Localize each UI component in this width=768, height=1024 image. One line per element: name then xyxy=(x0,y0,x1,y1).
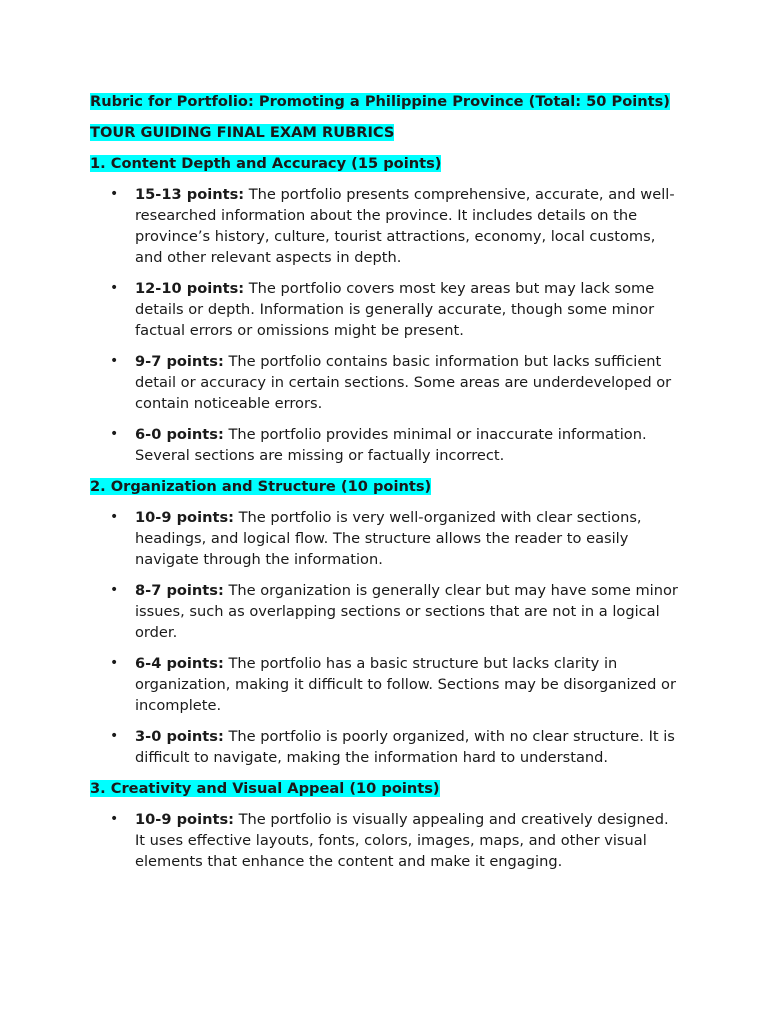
points-label: 6-4 points: xyxy=(135,655,224,672)
bullet-icon: • xyxy=(110,582,119,598)
section-heading: 1. Content Depth and Accuracy (15 points) xyxy=(90,155,442,172)
criterion-text: The portfolio covers most key areas but may lack some details or depth. Information is generally accurate, though some minor factual errors or omissions might be present. xyxy=(135,280,655,339)
criterion-text: The portfolio contains basic information but lacks sufficient detail or accuracy in certain sections. Some areas are underdeveloped or contain noticeable errors. xyxy=(135,353,672,412)
criterion-text: The organization is generally clear but may have some minor issues, such as overlapping sections or sections that are not in a logical order. xyxy=(135,582,678,641)
criterion-text: The portfolio is very well-organized with clear sections, headings, and logical flow. The structure allows the reader to easily navigate through the information. xyxy=(135,509,642,568)
list-item xyxy=(90,424,678,466)
points-label: 15-13 points: xyxy=(135,186,245,203)
section-heading: 2. Organization and Structure (10 points) xyxy=(90,478,432,495)
criteria-list xyxy=(90,507,678,768)
bullet-icon: • xyxy=(110,426,119,442)
criteria-list xyxy=(90,184,678,466)
criterion-text: The portfolio has a basic structure but lacks clarity in organization, making it difficult to follow. Sections may be disorganized or incomplete. xyxy=(135,655,676,714)
criterion-text: The portfolio presents comprehensive, accurate, and well-researched information about the province. It includes details on the province’s history, culture, tourist attractions, economy, local customs, and other relevant aspects in depth. xyxy=(135,186,675,266)
points-label: 6-0 points: xyxy=(135,426,224,443)
document-title: Rubric for Portfolio: Promoting a Philippine Province (Total: 50 Points) xyxy=(90,93,670,110)
list-item xyxy=(90,653,678,716)
bullet-icon: • xyxy=(110,728,119,744)
section-creativity xyxy=(90,778,678,872)
bullet-icon: • xyxy=(110,353,119,369)
points-label: 12-10 points: xyxy=(135,280,245,297)
criteria-list xyxy=(90,809,678,872)
document-subtitle: TOUR GUIDING FINAL EXAM RUBRICS xyxy=(90,124,395,141)
list-item xyxy=(90,507,678,570)
points-label: 3-0 points: xyxy=(135,728,224,745)
list-item xyxy=(90,351,678,414)
bullet-icon: • xyxy=(110,186,119,202)
section-organization xyxy=(90,476,678,768)
section-heading: 3. Creativity and Visual Appeal (10 points) xyxy=(90,780,440,797)
criterion-text: The portfolio is poorly organized, with no clear structure. It is difficult to navigate, making the information hard to understand. xyxy=(135,728,675,766)
bullet-icon: • xyxy=(110,280,119,296)
bullet-icon: • xyxy=(110,655,119,671)
criterion-text: The portfolio is visually appealing and creatively designed. It uses effective layouts, fonts, colors, images, maps, and other visual elements that enhance the content and make it engaging. xyxy=(135,811,669,870)
bullet-icon: • xyxy=(110,509,119,525)
list-item xyxy=(90,809,678,872)
list-item xyxy=(90,580,678,643)
list-item xyxy=(90,184,678,268)
points-label: 8-7 points: xyxy=(135,582,224,599)
points-label: 10-9 points: xyxy=(135,811,234,828)
list-item xyxy=(90,726,678,768)
bullet-icon: • xyxy=(110,811,119,827)
criterion-text: The portfolio provides minimal or inaccurate information. Several sections are missing or factually incorrect. xyxy=(135,426,647,464)
points-label: 9-7 points: xyxy=(135,353,224,370)
list-item xyxy=(90,278,678,341)
section-content-depth xyxy=(90,153,678,466)
points-label: 10-9 points: xyxy=(135,509,234,526)
